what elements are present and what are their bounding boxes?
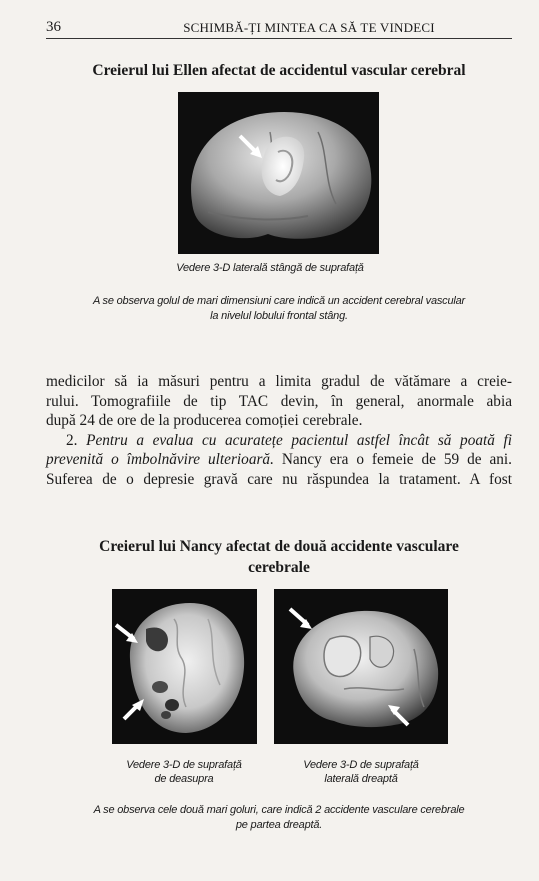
figure2-title — [46, 536, 512, 578]
nancy-brain-top-view-image — [112, 589, 257, 744]
item-italic-line2: prevenită o îmbolnăvire ulterioară. — [46, 451, 274, 469]
figure2-title-line2: cerebrale — [248, 559, 310, 576]
right-caption-line1: Vedere 3-D de suprafață — [303, 759, 419, 771]
right-image-caption — [274, 758, 448, 786]
nancy-brain-right-view-image — [274, 589, 448, 744]
left-caption-line1: Vedere 3-D de suprafață — [126, 759, 242, 771]
left-caption-line2: de deasupra — [154, 773, 214, 785]
running-header — [46, 16, 512, 39]
right-caption-line2: laterală dreaptă — [324, 773, 398, 785]
running-title: SCHIMBĂ-ȚI MINTEA CA SĂ TE VINDECI — [183, 20, 435, 35]
item-number: 2. — [66, 431, 78, 449]
nancy-brain-top-render — [112, 589, 257, 744]
body-line: rului. Tomografiile de tip TAC devin, în general, anormale abia — [46, 392, 512, 410]
item-italic-line1: Pentru a evalua cu acuratețe pacientul astfel încât să poată fi — [86, 431, 512, 449]
body-line: medicilor să ia măsuri pentru a limita gradul de vătămare a creie- — [46, 373, 512, 390]
figure2-title-line1: Creierul lui Nancy afectat de două accidente vasculare — [99, 538, 459, 555]
ellen-brain-render — [178, 92, 379, 254]
nancy-brain-right-render — [274, 589, 448, 744]
body-line: Suferea de o depresie gravă care nu răspundea la tratament. A fost — [46, 470, 512, 488]
body-paragraph — [46, 372, 512, 490]
left-image-caption — [100, 758, 268, 786]
figure1-description-line2: la nivelul lobului frontal stâng. — [210, 310, 348, 322]
figure1-title: Creierul lui Ellen afectat de accidentul vascular cerebral — [92, 62, 466, 79]
numbered-item — [46, 431, 512, 451]
figure2-description-line1: A se observa cele două mari goluri, care indică 2 accidente vasculare cerebrale — [93, 804, 465, 816]
figure1-description-line1: A se observa golul de mari dimensiuni care indică un accident cerebral vascular — [92, 295, 466, 307]
figure2-description-line2: pe partea dreaptă. — [235, 819, 323, 831]
body-line-rest: Nancy era o femeie de 59 de ani. — [273, 451, 512, 469]
page-number: 36 — [46, 19, 61, 35]
body-line: după 24 de ore de la producerea comoției cerebrale. — [46, 412, 363, 430]
body-line — [46, 450, 512, 470]
figure1-image-caption: Vedere 3-D laterală stângă de suprafață — [176, 262, 364, 274]
ellen-brain-scan-image — [178, 92, 379, 254]
